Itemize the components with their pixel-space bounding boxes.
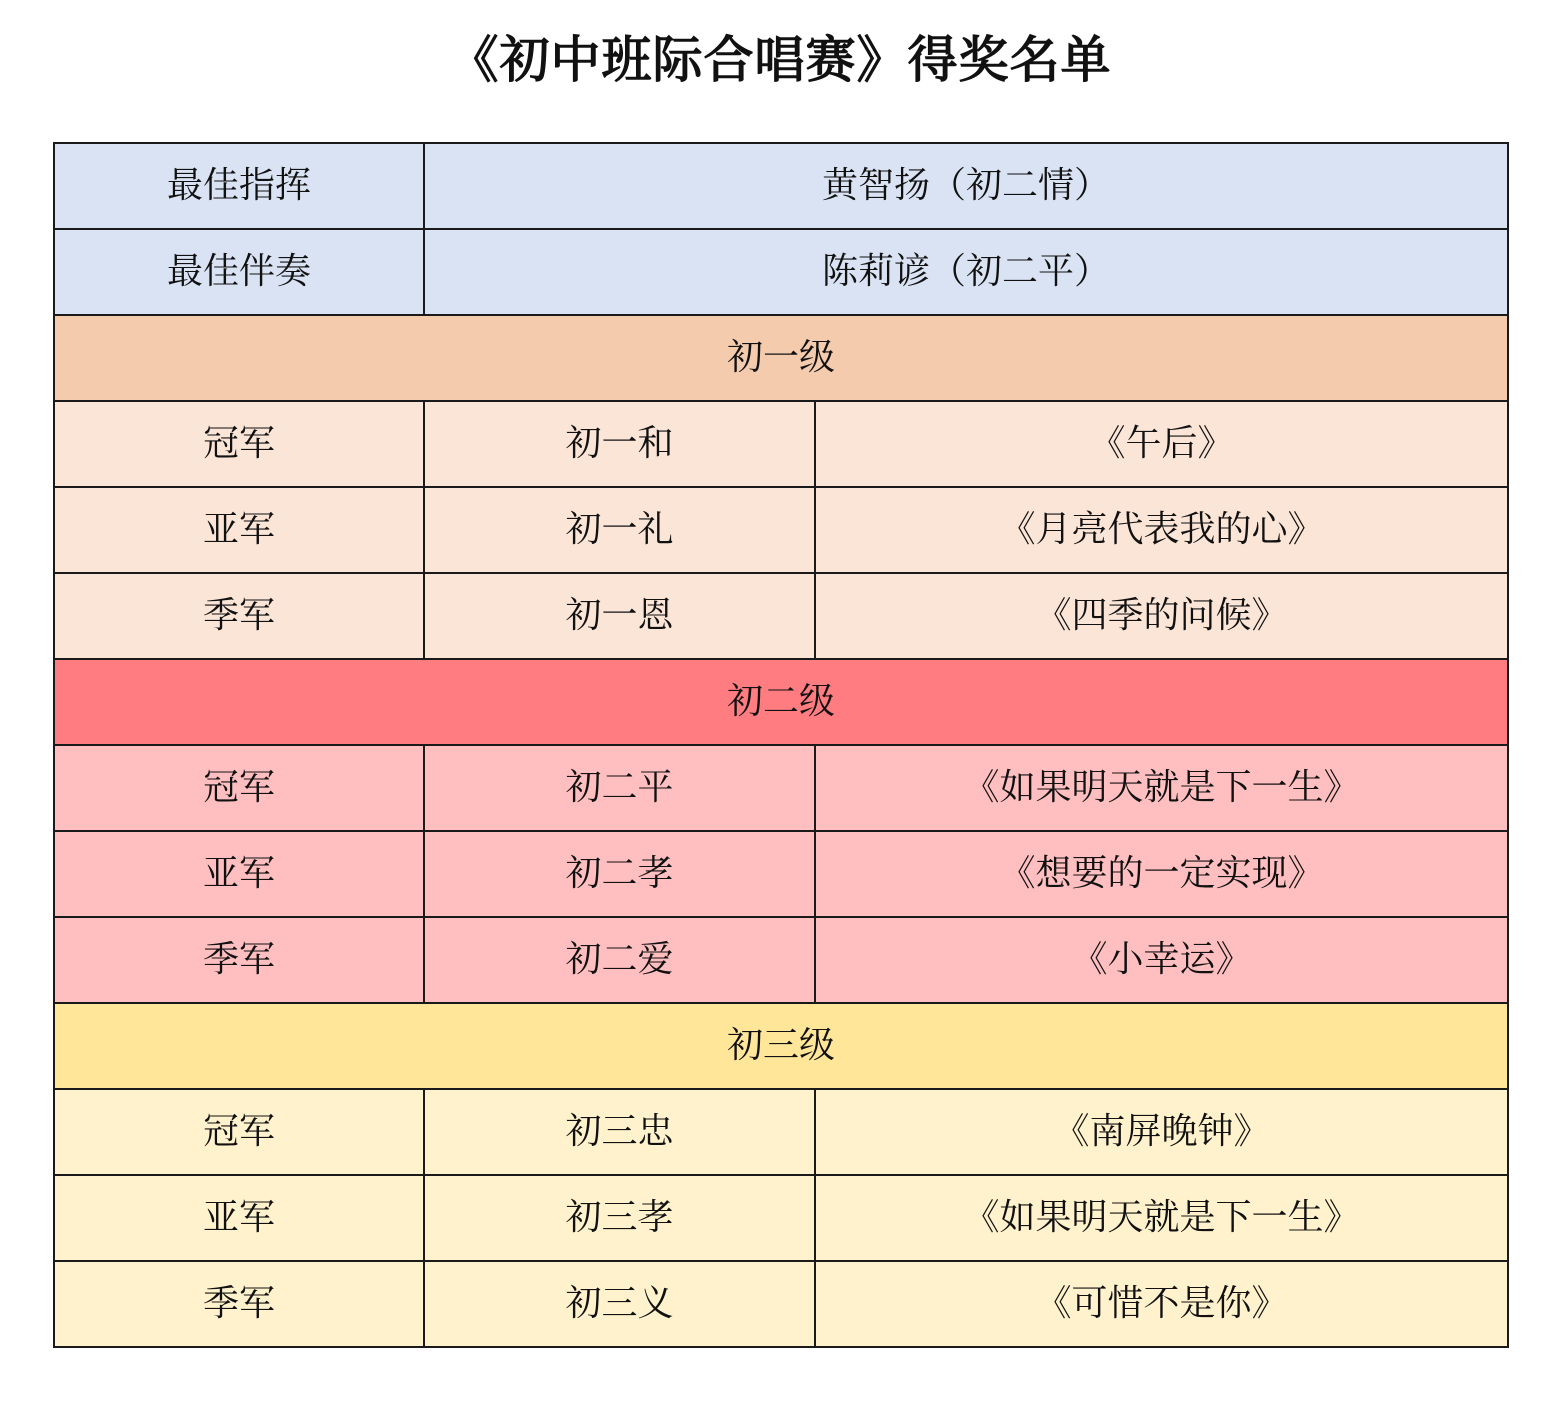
place-cell: 亚军: [54, 1175, 424, 1261]
table-row: [54, 1089, 1508, 1175]
table-row: [54, 745, 1508, 831]
class-cell: 初二平: [424, 745, 815, 831]
table-row: [54, 1175, 1508, 1261]
grade-title: 初一级: [54, 315, 1508, 401]
song-cell: 《小幸运》: [815, 917, 1508, 1003]
song-cell: 《午后》: [815, 401, 1508, 487]
class-cell: 初三忠: [424, 1089, 815, 1175]
song-cell: 《南屏晚钟》: [815, 1089, 1508, 1175]
award-name-cell: 最佳指挥: [54, 143, 424, 229]
place-cell: 冠军: [54, 401, 424, 487]
table-row: [54, 917, 1508, 1003]
place-cell: 亚军: [54, 487, 424, 573]
awards-table: [53, 142, 1509, 1348]
table-row: [54, 1261, 1508, 1347]
class-cell: 初三孝: [424, 1175, 815, 1261]
class-cell: 初一礼: [424, 487, 815, 573]
winner-cell: 黄智扬（初二情）: [424, 143, 1508, 229]
place-cell: 冠军: [54, 1089, 424, 1175]
class-cell: 初一和: [424, 401, 815, 487]
class-cell: 初一恩: [424, 573, 815, 659]
song-cell: 《月亮代表我的心》: [815, 487, 1508, 573]
table-row: [54, 831, 1508, 917]
page-title: 《初中班际合唱赛》得奖名单: [448, 30, 1112, 89]
grade-header-row: [54, 315, 1508, 401]
song-cell: 《可惜不是你》: [815, 1261, 1508, 1347]
winner-cell: 陈莉谚（初二平）: [424, 229, 1508, 315]
grade-header-row: [54, 659, 1508, 745]
place-cell: 季军: [54, 573, 424, 659]
song-cell: 《如果明天就是下一生》: [815, 1175, 1508, 1261]
table-row: [54, 401, 1508, 487]
class-cell: 初二孝: [424, 831, 815, 917]
special-award-row: [54, 143, 1508, 229]
place-cell: 冠军: [54, 745, 424, 831]
table-row: [54, 487, 1508, 573]
place-cell: 亚军: [54, 831, 424, 917]
place-cell: 季军: [54, 917, 424, 1003]
special-award-row: [54, 229, 1508, 315]
table-row: [54, 573, 1508, 659]
class-cell: 初三义: [424, 1261, 815, 1347]
award-name-cell: 最佳伴奏: [54, 229, 424, 315]
song-cell: 《想要的一定实现》: [815, 831, 1508, 917]
grade-title: 初三级: [54, 1003, 1508, 1089]
song-cell: 《四季的问候》: [815, 573, 1508, 659]
place-cell: 季军: [54, 1261, 424, 1347]
grade-header-row: [54, 1003, 1508, 1089]
song-cell: 《如果明天就是下一生》: [815, 745, 1508, 831]
class-cell: 初二爱: [424, 917, 815, 1003]
grade-title: 初二级: [54, 659, 1508, 745]
